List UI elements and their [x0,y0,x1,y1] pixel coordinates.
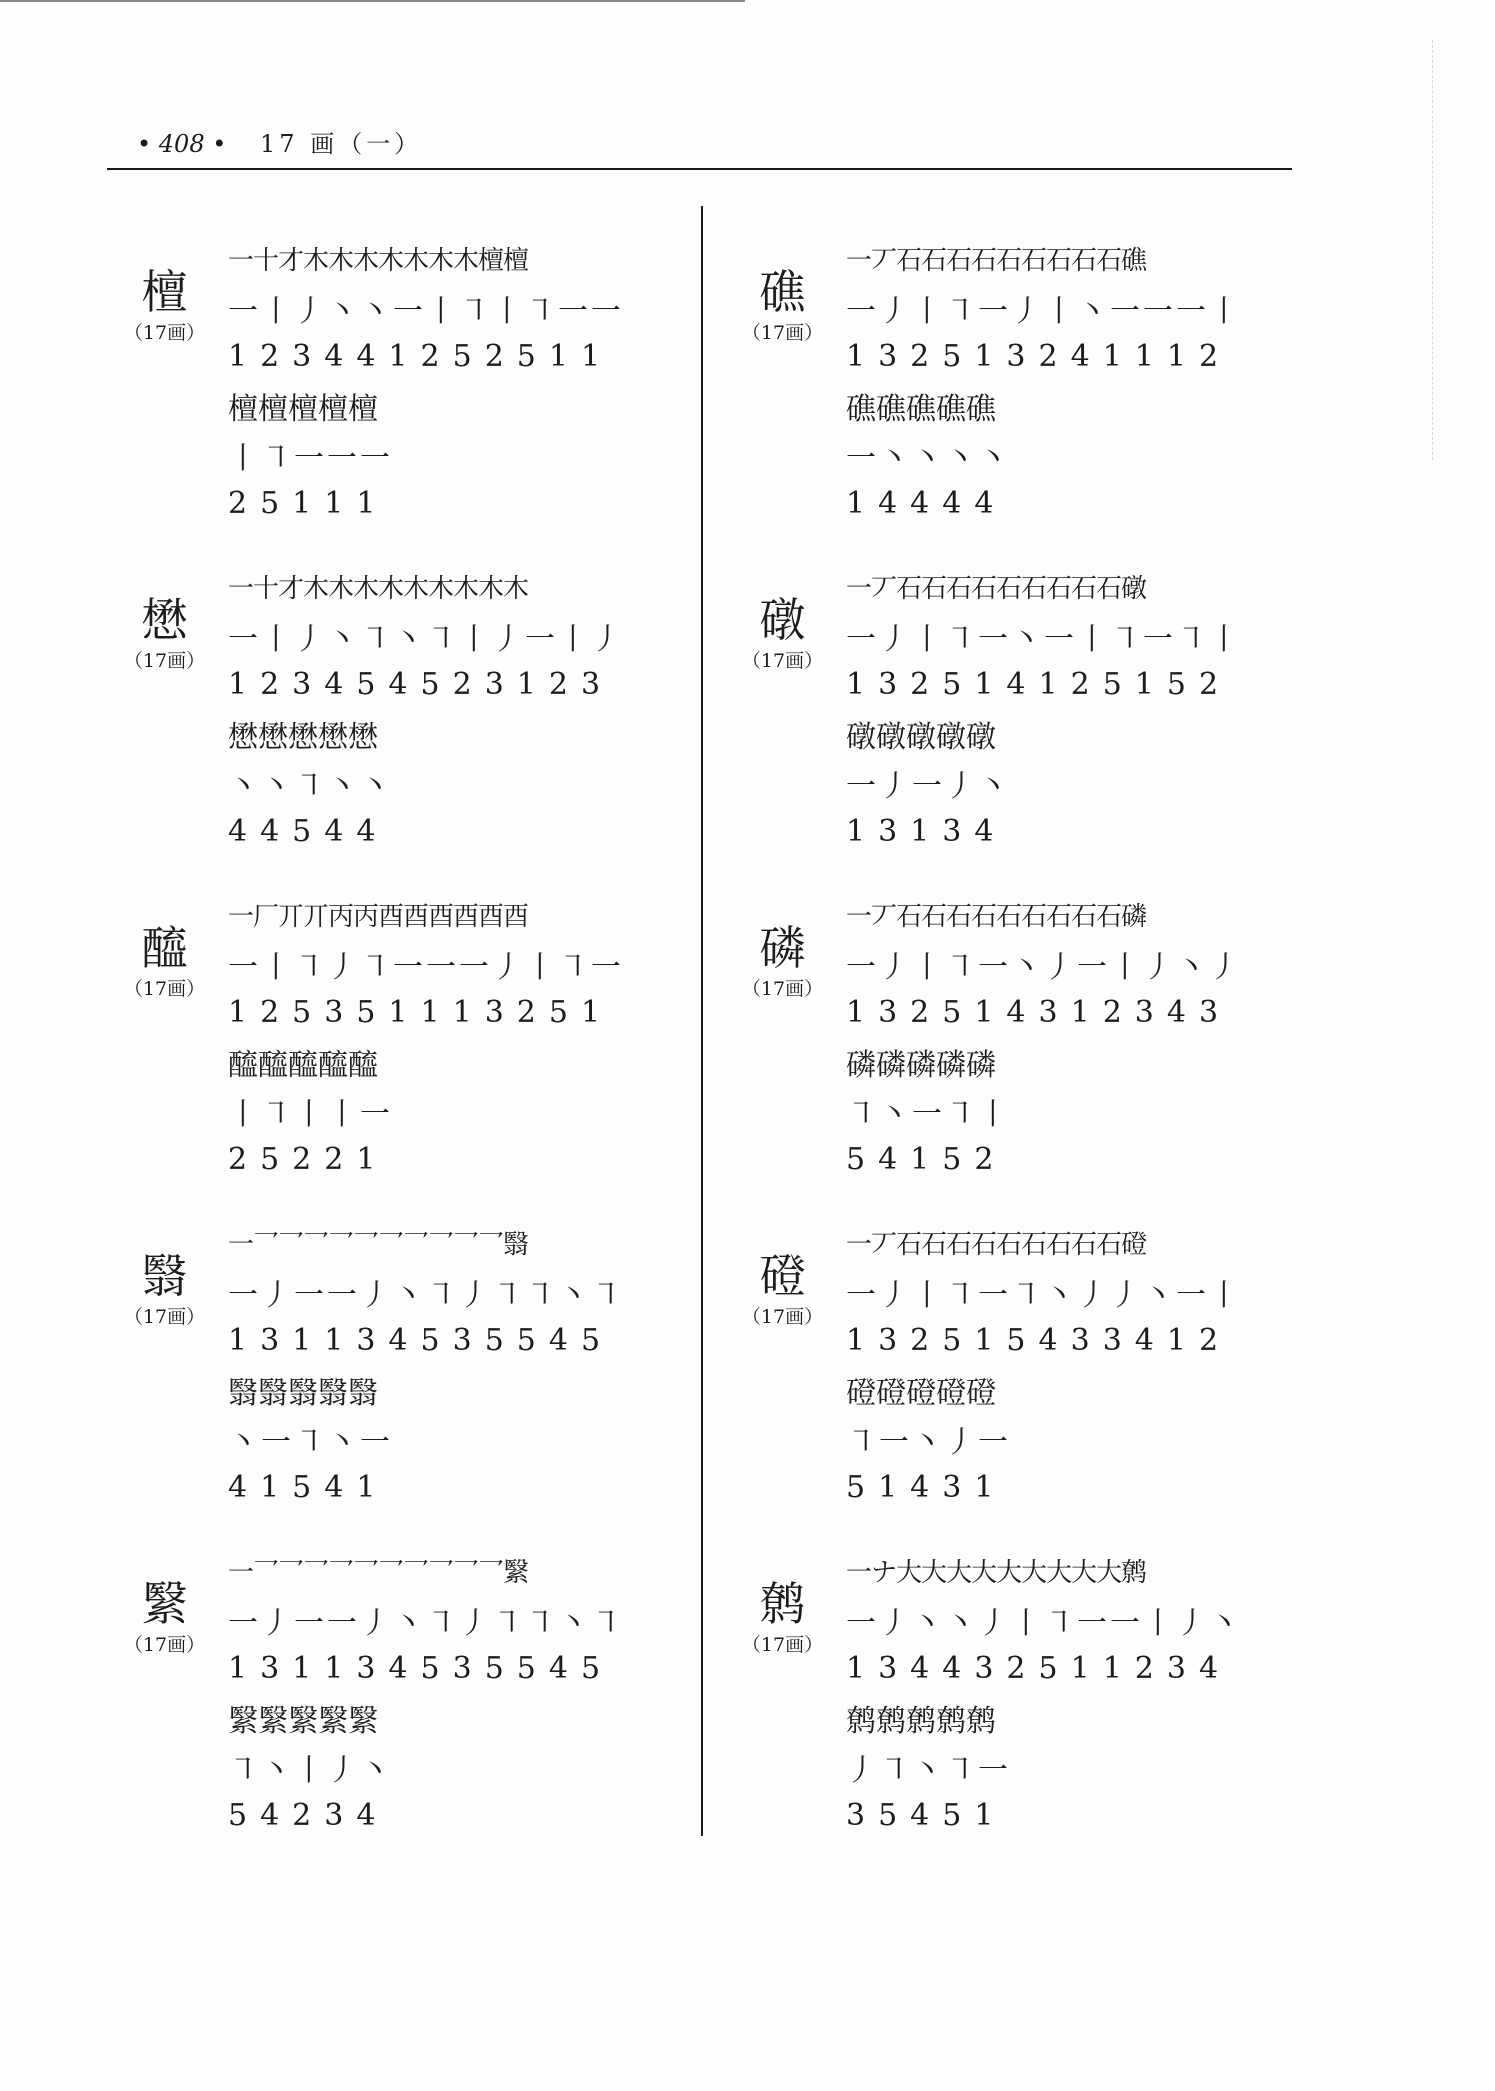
progression-row: 懋懋懋懋懋 [228,719,378,755]
stroke-shapes-row: 一丨丿丶丶一丨㇕丨㇕一一 [228,293,624,329]
progression-row: 醯醯醯醯醯 [228,1047,378,1083]
progression-row: 磷磷磷磷磷 [846,1047,996,1083]
column-divider [701,206,703,1836]
progression-row: 檀檀檀檀檀 [228,391,378,427]
stroke-count: （17画） [741,1306,824,1328]
stroke-numbers-row: 132513241112 [846,339,1232,374]
stroke-order [846,234,1290,528]
char-entry [112,234,672,562]
progression-row: 翳翳翳翳翳 [228,1375,378,1411]
stroke-shapes-row: 一丿一一丿丶㇕丿㇕㇕丶㇕ [228,1605,624,1641]
progression-row: 鹩鹩鹩鹩鹩 [846,1703,996,1739]
stroke-shapes-row: 一丶丶丶丶 [846,440,1011,476]
headword: 礅 [759,593,806,647]
headword: 翳 [141,1249,188,1303]
headword: 磴 [759,1249,806,1303]
entry-head [112,920,217,1002]
stroke-shapes-row: ㇕一丶丿一 [846,1424,1011,1460]
entry-head [730,264,835,346]
header-rule [107,168,1292,170]
stroke-order [228,1546,672,1840]
stroke-count: （17画） [123,1306,206,1328]
page-number: • 408 • [137,130,227,158]
stroke-shapes-row: ㇕丶一㇕丨 [846,1096,1011,1132]
stroke-count: （17画） [741,322,824,344]
stroke-numbers-row: 51431 [846,1470,1007,1505]
stroke-numbers-row: 54234 [228,1798,389,1833]
entry-head [730,1576,835,1658]
progression-row: 一ナ大大大大大大大大大鹩 [846,1558,1147,1588]
stroke-count: （17画） [741,978,824,1000]
progression-row: 一丆石石石石石石石石石礅 [846,574,1147,604]
right-column [730,234,1290,1874]
stroke-numbers-row: 134432511234 [846,1651,1232,1686]
stroke-count: （17画） [123,978,206,1000]
progression-row: 磴磴磴磴磴 [846,1375,996,1411]
headword: 醯 [141,921,188,975]
stroke-shapes-row: 丨㇕一一一 [228,440,393,476]
stroke-numbers-row: 14444 [846,486,1007,521]
stroke-shapes-row: ㇕丶丨丿丶 [228,1752,393,1788]
char-entry [112,1218,672,1546]
headword: 磷 [759,921,806,975]
stroke-shapes-row: 丨㇕丨丨一 [228,1096,393,1132]
char-entry [730,1546,1290,1874]
stroke-shapes-row: 一丿一丿丶 [846,768,1011,804]
headword: 檀 [141,265,188,319]
stroke-order [846,1218,1290,1512]
stroke-numbers-row: 131134535545 [228,1323,614,1358]
stroke-order [846,890,1290,1184]
stroke-count: （17画） [741,650,824,672]
stroke-numbers-row: 41541 [228,1470,389,1505]
scan-edge-mark [1432,40,1433,460]
entry-head [112,1248,217,1330]
stroke-numbers-row: 25111 [228,486,389,521]
stroke-numbers-row: 132514312343 [846,995,1232,1030]
entry-head [112,592,217,674]
stroke-shapes-row: 一丿丨㇕一丿丨丶一一一丨 [846,293,1242,329]
stroke-shapes-row: 丶丶㇕丶丶 [228,768,393,804]
stroke-shapes-row: 一丿丨㇕一丶丿一丨丿丶丿 [846,949,1242,985]
stroke-count: （17画） [123,322,206,344]
entry-head [112,1576,217,1658]
stroke-order [228,234,672,528]
stroke-numbers-row: 13134 [846,814,1007,849]
stroke-shapes-row: 一丿一一丿丶㇕丿㇕㇕丶㇕ [228,1277,624,1313]
stroke-order [846,1546,1290,1840]
stroke-numbers-row: 35451 [846,1798,1007,1833]
stroke-numbers-row: 132514125152 [846,667,1232,702]
progression-row: 一丆石石石石石石石石石磴 [846,1230,1147,1260]
entry-head [730,592,835,674]
stroke-numbers-row: 44544 [228,814,389,849]
char-entry [112,890,672,1218]
char-entry [112,562,672,890]
stroke-count: （17画） [123,1634,206,1656]
progression-row: 礁礁礁礁礁 [846,391,996,427]
stroke-shapes-row: 丿㇕丶㇕一 [846,1752,1011,1788]
scan-top-line [0,0,745,2]
stroke-numbers-row: 123441252511 [228,339,614,374]
stroke-order [228,1218,672,1512]
char-entry [730,890,1290,1218]
section-title: 17 画（一） [260,130,423,158]
stroke-shapes-row: 一丨㇕丿㇕一一一丿丨㇕一 [228,949,624,985]
stroke-shapes-row: 一丿丶丶丿丨㇕一一丨丿丶 [846,1605,1242,1641]
stroke-numbers-row: 132515433412 [846,1323,1232,1358]
progression-row: 一丆石石石石石石石石石磷 [846,902,1147,932]
stroke-order [846,562,1290,856]
stroke-shapes-row: 一丿丨㇕一㇕丶丿丿丶一丨 [846,1277,1242,1313]
stroke-numbers-row: 123454523123 [228,667,614,702]
progression-row: 一厂丌丌丙丙酉酉酉酉酉酉 [228,902,529,932]
progression-row: 一乛乛乛乛乛乛乛乛乛乛繄 [228,1558,529,1588]
left-column [112,234,672,1874]
entry-head [730,920,835,1002]
stroke-shapes-row: 一丨丿丶㇕丶㇕丨丿一丨丿 [228,621,624,657]
progression-row: 繄繄繄繄繄 [228,1703,378,1739]
headword: 懋 [141,593,188,647]
headword: 鹩 [759,1577,806,1631]
stroke-shapes-row: 一丿丨㇕一丶一丨㇕一㇕丨 [846,621,1242,657]
progression-row: 一丆石石石石石石石石石礁 [846,246,1147,276]
char-entry [112,1546,672,1874]
progression-row: 一乛乛乛乛乛乛乛乛乛乛翳 [228,1230,529,1260]
char-entry [730,1218,1290,1546]
stroke-order [228,562,672,856]
stroke-numbers-row: 131134535545 [228,1651,614,1686]
stroke-order [228,890,672,1184]
stroke-numbers-row: 54152 [846,1142,1007,1177]
progression-row: 礅礅礅礅礅 [846,719,996,755]
char-entry [730,562,1290,890]
headword: 繄 [141,1577,188,1631]
char-entry [730,234,1290,562]
progression-row: 一十才木木木木木木木檀檀 [228,246,529,276]
headword: 礁 [759,265,806,319]
progression-row: 一十才木木木木木木木木木 [228,574,529,604]
stroke-count: （17画） [123,650,206,672]
entry-head [112,264,217,346]
page-header [137,124,422,164]
stroke-shapes-row: 丶一㇕丶一 [228,1424,393,1460]
stroke-numbers-row: 25221 [228,1142,389,1177]
stroke-numbers-row: 125351113251 [228,995,614,1030]
stroke-count: （17画） [741,1634,824,1656]
entry-head [730,1248,835,1330]
